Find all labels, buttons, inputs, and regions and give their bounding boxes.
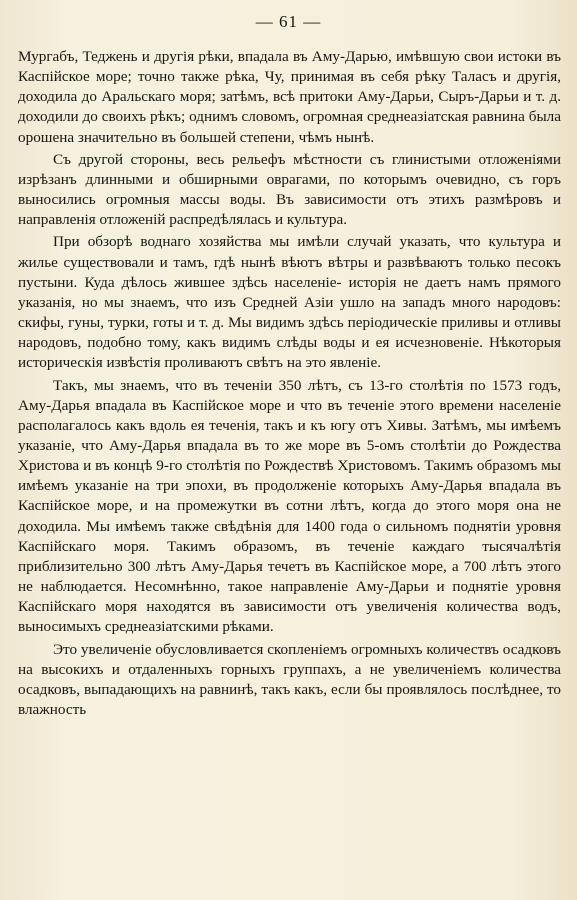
paragraph-3: При обзорѣ воднаго хозяйства мы имѣли случай указать, что культура и жилье существовали и тамъ, гдѣ нынѣ вѣютъ вѣтры и развѣваютъ только песокъ пустыни. Куда дѣлось жившее здѣсь населеніе- исторія не даетъ намъ прямого указанія, но мы знаемъ, что изъ Средней Азіи ушло на западъ много народовъ: скифы, гуны, турки, готы и т. д. Мы видимъ здѣсь періодическіе приливы и отливы народовъ, подобно тому, какъ видимъ слѣды воды и ея исчезновеніе. Нѣкоторыя историческія извѣстія проливаютъ свѣтъ на это явленіе.	[18, 233, 561, 372]
body-text	[18, 47, 561, 722]
paragraph-2: Съ другой стороны, весь рельефъ мѣстности съ глинистыми отложеніями изрѣзанъ длинными и обширными оврагами, по которымъ очевидно, съ горъ выносились огромныя массы воды. Въ зависимости отъ этихъ размѣровъ и направленія отложеній распредѣлялась и культура.	[18, 150, 561, 229]
paragraph-4: Такъ, мы знаемъ, что въ теченіи 350 лѣтъ, съ 13-го столѣтія по 1573 годъ, Аму-Дарья впадала въ Каспійское море и что въ теченіе этого времени населеніе располагалось какъ вдоль ея теченія, такъ и къ югу отъ Хивы. Затѣмъ, мы имѣемъ указаніе, что Аму-Дарья впадала въ то же море въ 5-омъ столѣтіи до Рождества Христова и въ концѣ 9-го столѣтія по Рождествѣ Христовомъ. Такимъ образомъ мы имѣемъ указаніе на три эпохи, въ продолженіе которыхъ Аму-Дарья впадала въ Каспійское море, и на промежутки въ сотни лѣтъ, когда до этого моря она не доходила. Мы имѣемъ также свѣдѣнія для 1400 года о сильномъ поднятіи уровня Каспійскаго моря. Такимъ образомъ, въ теченіе каждаго тысячалѣтія приблизительно 300 лѣтъ Аму-Дарья течетъ въ Каспійское море, а 700 лѣтъ этого не наблюдается. Несомнѣнно, такое направленіе Аму-Дарьи и поднятіе уровня Каспійскаго моря находятся въ зависимости отъ увеличенія количества водъ, выносимыхъ среднеазіатскими рѣками.	[18, 376, 561, 636]
page-number: — 61 —	[255, 12, 322, 31]
paragraph-1: Мургабъ, Теджень и другія рѣки, впадала въ Аму-Дарью, имѣвшую свои истоки въ Каспійское море; точно также рѣка, Чу, принимая въ себя рѣку Таласъ и другія, доходила до Аральскаго моря; затѣмъ, всѣ притоки Аму-Дарьи, Сыръ-Дарьи и т. д. доходили до своихъ рѣкъ; однимъ словомъ, огромная среднеазіатская равнина была орошена значительно въ большей степени, чѣмъ нынѣ.	[18, 48, 561, 146]
paragraph-5: Это увеличеніе обусловливается скопленіемъ огромныхъ количествъ осадковъ на высокихъ и отдаленныхъ горныхъ группахъ, а не увеличеніемъ количества осадковъ, выпадающихъ на равнинѣ, такъ какъ, если бы проявлялось послѣднее, то влажность	[18, 640, 561, 718]
